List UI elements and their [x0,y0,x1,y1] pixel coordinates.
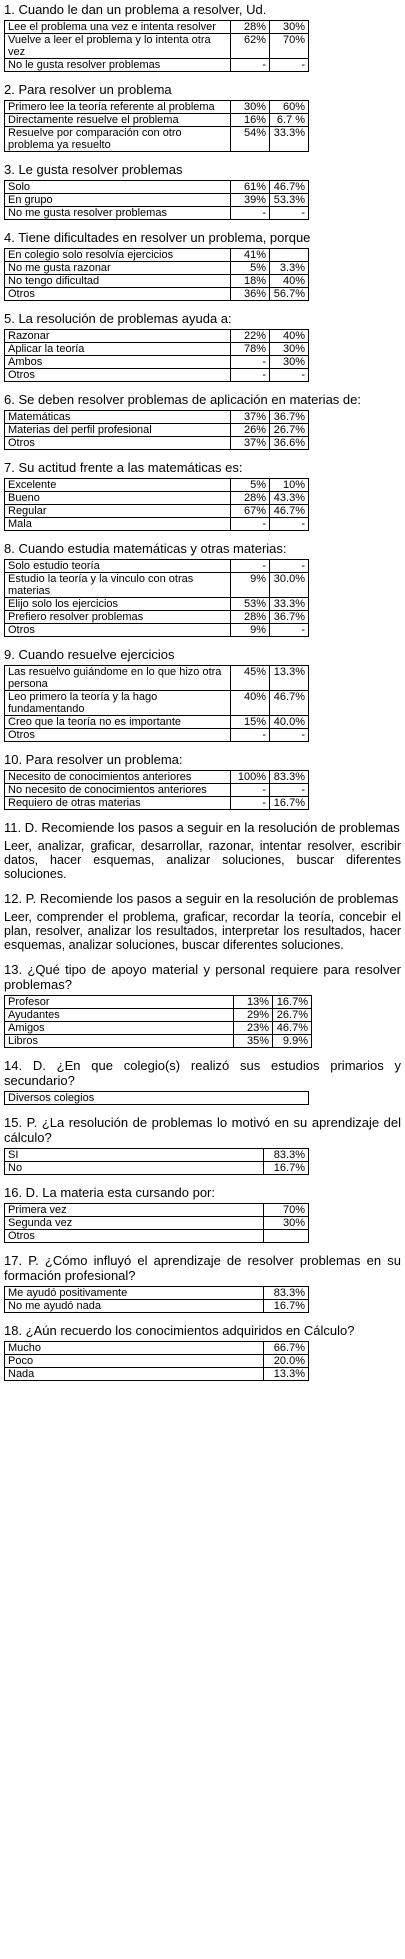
label-cell: Materias del perfil profesional [5,424,231,437]
table-row [5,194,309,207]
table-row [5,505,309,518]
answer-table [4,559,309,637]
table-row [5,114,309,127]
value-cell: 45% [231,666,270,691]
label-cell: Otros [5,437,231,450]
value-cell: 70% [270,34,309,59]
label-cell: Lee el problema una vez e intenta resolver [5,21,231,34]
label-cell: Mucho [5,1342,264,1355]
value-cell: 36.7% [270,411,309,424]
value-cell: 78% [231,343,270,356]
table-row [5,1368,309,1381]
value-cell: - [270,369,309,382]
label-cell: Libros [5,1035,234,1048]
answer-table [4,770,309,810]
value-cell: - [270,624,309,637]
value-cell: 46.7% [273,1022,312,1035]
table-row [5,518,309,531]
table-row [5,784,309,797]
value-cell: 13% [234,996,273,1009]
question-title: 10. Para resolver un problema: [4,752,183,767]
value-cell: - [231,207,270,220]
table-row [5,1287,309,1300]
value-cell: 36% [231,288,270,301]
answer-text: Leer, comprender el problema, graficar, recordar la teoría, concebir el plan, resolver, analizar los resultados, interpretar los resultados, hacer esquemas, analizar soluciones, buscar diferentes soluciones. [4,910,401,952]
value-cell: 39% [231,194,270,207]
label-cell: No le gusta resolver problemas [5,59,231,72]
table-row [5,1230,309,1243]
value-cell: 46.7% [270,691,309,716]
value-cell: 62% [231,34,270,59]
value-cell: 35% [234,1035,273,1048]
value-cell: 36.7% [270,611,309,624]
label-cell: Segunda vez [5,1217,264,1230]
value-cell: 16.7% [270,797,309,810]
table-row [5,716,309,729]
value-cell: 33.3% [270,598,309,611]
table-row [5,598,309,611]
question-10 [4,752,401,810]
value-cell: 18% [231,275,270,288]
label-cell: Otros [5,624,231,637]
table-row [5,611,309,624]
value-cell: - [270,207,309,220]
table-row [5,560,309,573]
table-row [5,21,309,34]
question-9 [4,647,401,742]
label-cell: No necesito de conocimientos anteriores [5,784,231,797]
label-cell: SI [5,1149,264,1162]
label-cell: Requiero de otras materias [5,797,231,810]
value-cell: 83.3% [264,1149,309,1162]
answer-table [4,1091,309,1105]
label-cell: Ambos [5,356,231,369]
question-16 [4,1185,401,1243]
value-cell: 28% [231,492,270,505]
label-cell: Creo que la teoría no es importante [5,716,231,729]
label-cell: Nada [5,1368,264,1381]
question-title: 1. Cuando le dan un problema a resolver, Ud. [4,2,267,17]
question-title: 2. Para resolver un problema [4,82,172,97]
value-cell: 30% [231,101,270,114]
table-row [5,996,312,1009]
value-cell: 33.3% [270,127,309,152]
question-8 [4,541,401,637]
label-cell: Estudio la teoría y la vinculo con otras materias [5,573,231,598]
label-cell: En colegio solo resolvía ejercicios [5,249,231,262]
question-title: 12. P. Recomiende los pasos a seguir en la resolución de problemas [4,891,399,906]
question-title: 17. P. ¿Cómo influyó el aprendizaje de resolver problemas en su formación profesional? [4,1253,401,1283]
value-cell: 56.7% [270,288,309,301]
value-cell: 28% [231,611,270,624]
table-row [5,624,309,637]
label-cell: Me ayudó positivamente [5,1287,264,1300]
value-cell: 60% [270,101,309,114]
label-cell: Directamente resuelve el problema [5,114,231,127]
value-cell: 26.7% [270,424,309,437]
table-row [5,666,309,691]
value-cell: 40.0% [270,716,309,729]
table-row [5,1009,312,1022]
table-row [5,262,309,275]
question-title: 11. D. Recomiende los pasos a seguir en la resolución de problemas [4,820,400,835]
value-cell: 83.3% [270,771,309,784]
table-row [5,207,309,220]
table-row [5,330,309,343]
label-cell: Otros [5,1230,264,1243]
value-cell: 13.3% [270,666,309,691]
value-cell: 15% [231,716,270,729]
answer-text: Leer, analizar, graficar, desarrollar, razonar, intentar resolver, escribir datos, hacer esquemas, analizar soluciones, buscar diferentes soluciones. [4,839,401,881]
label-cell: Razonar [5,330,231,343]
label-cell: Bueno [5,492,231,505]
value-cell: 30% [270,356,309,369]
question-title: 3. Le gusta resolver problemas [4,162,183,177]
label-cell: Excelente [5,479,231,492]
table-row [5,691,309,716]
table-row [5,424,309,437]
question-17 [4,1253,401,1313]
value-cell: 40% [270,275,309,288]
value-cell: - [231,797,270,810]
value-cell: 30% [270,343,309,356]
value-cell: - [270,560,309,573]
label-cell: Solo [5,181,231,194]
table-row [5,492,309,505]
table-row [5,1022,312,1035]
answer-table [4,478,309,531]
question-title: 8. Cuando estudia matemáticas y otras materias: [4,541,287,556]
table-row [5,1204,309,1217]
question-18 [4,1323,401,1381]
answer-table [4,1286,309,1313]
value-cell: 67% [231,505,270,518]
label-cell: Otros [5,369,231,382]
value-cell: 40% [231,691,270,716]
value-cell: 5% [231,262,270,275]
value-cell: 37% [231,411,270,424]
question-12 [4,891,401,952]
value-cell: - [231,356,270,369]
value-cell: - [270,784,309,797]
value-cell: 100% [231,771,270,784]
label-cell: No me ayudó nada [5,1300,264,1313]
value-cell [264,1230,309,1243]
value-cell: - [231,518,270,531]
label-cell: No tengo dificultad [5,275,231,288]
table-row [5,249,309,262]
value-cell: - [231,59,270,72]
value-cell: 9.9% [273,1035,312,1048]
question-title: 7. Su actitud frente a las matemáticas es: [4,460,243,475]
table-row [5,127,309,152]
value-cell: 29% [234,1009,273,1022]
answer-table [4,1341,309,1381]
label-cell: Otros [5,729,231,742]
question-4 [4,230,401,301]
answer-table [4,1148,309,1175]
value-cell: 54% [231,127,270,152]
label-cell: Las resuelvo guiándome en lo que hizo otra persona [5,666,231,691]
label-cell: Primero lee la teoría referente al problema [5,101,231,114]
label-cell: Mala [5,518,231,531]
label-cell: Prefiero resolver problemas [5,611,231,624]
value-cell: 37% [231,437,270,450]
value-cell: 9% [231,624,270,637]
label-cell: Ayudantes [5,1009,234,1022]
value-cell: 83.3% [264,1287,309,1300]
value-cell: 61% [231,181,270,194]
value-cell: 5% [231,479,270,492]
question-14 [4,1058,401,1105]
answer-table [4,410,309,450]
question-title: 6. Se deben resolver problemas de aplicación en materias de: [4,392,361,407]
table-row [5,797,309,810]
question-title: 5. La resolución de problemas ayuda a: [4,311,232,326]
value-cell: 16.7% [273,996,312,1009]
label-cell: Vuelve a leer el problema y lo intenta otra vez [5,34,231,59]
value-cell: - [270,59,309,72]
value-cell: 53.3% [270,194,309,207]
question-title: 16. D. La materia esta cursando por: [4,1185,216,1200]
questions-1-10 [4,2,401,810]
value-cell: - [231,369,270,382]
table-row [5,34,309,59]
label-cell: Resuelve por comparación con otro problema ya resuelto [5,127,231,152]
answer-table [4,248,309,301]
value-cell: 13.3% [264,1368,309,1381]
question-title: 9. Cuando resuelve ejercicios [4,647,175,662]
question-2 [4,82,401,152]
question-15 [4,1115,401,1175]
value-cell: 16.7% [264,1162,309,1175]
table-row [5,479,309,492]
value-cell: 66.7% [264,1342,309,1355]
question-7 [4,460,401,531]
label-cell: Leo primero la teoría y la hago fundamentando [5,691,231,716]
value-cell: 6.7 % [270,114,309,127]
question-6 [4,392,401,450]
label-cell: Solo estudio teoría [5,560,231,573]
label-cell: Regular [5,505,231,518]
question-title: 14. D. ¿En que colegio(s) realizó sus estudios primarios y secundario? [4,1058,401,1088]
value-cell: 46.7% [270,181,309,194]
value-cell: 22% [231,330,270,343]
value-cell: 23% [234,1022,273,1035]
label-cell: Profesor [5,996,234,1009]
value-cell: 3.3% [270,262,309,275]
value-cell: 30% [264,1217,309,1230]
answer-table [4,665,309,742]
label-cell: Matemáticas [5,411,231,424]
value-cell: 9% [231,573,270,598]
table-row [5,771,309,784]
table-row [5,369,309,382]
label-cell: No me gusta resolver problemas [5,207,231,220]
table-row [5,1355,309,1368]
label-cell: Primera vez [5,1204,264,1217]
value-cell: 30% [270,21,309,34]
label-cell: Amigos [5,1022,234,1035]
label-cell: No me gusta razonar [5,262,231,275]
table-row [5,729,309,742]
value-cell: 43.3% [270,492,309,505]
table-row [5,101,309,114]
value-cell: - [231,560,270,573]
label-cell: Poco [5,1355,264,1368]
table-row [5,1217,309,1230]
question-title: 4. Tiene dificultades en resolver un problema, porque [4,230,311,245]
value-cell: 20.0% [264,1355,309,1368]
table-row [5,1149,309,1162]
question-13 [4,962,401,1048]
value-cell: 41% [231,249,270,262]
table-row [5,1092,309,1105]
value-cell: 10% [270,479,309,492]
value-cell: 16.7% [264,1300,309,1313]
answer-table [4,180,309,220]
label-cell: Necesito de conocimientos anteriores [5,771,231,784]
question-5 [4,311,401,382]
label-cell: En grupo [5,194,231,207]
answer-table [4,20,309,72]
table-row [5,573,309,598]
table-row [5,1300,309,1313]
value-cell: 40% [270,330,309,343]
label-cell: No [5,1162,264,1175]
table-row [5,1035,312,1048]
answer-table [4,100,309,152]
table-row [5,1342,309,1355]
table-row [5,411,309,424]
value-cell: 26% [231,424,270,437]
value-cell: 46.7% [270,505,309,518]
table-row [5,1162,309,1175]
value-cell: 36.6% [270,437,309,450]
value-cell: - [231,729,270,742]
value-cell: - [270,729,309,742]
question-3 [4,162,401,220]
table-row [5,356,309,369]
question-title: 15. P. ¿La resolución de problemas lo motivó en su aprendizaje del cálculo? [4,1115,401,1145]
label-cell: Elijo solo los ejercicios [5,598,231,611]
question-1 [4,2,401,72]
value-cell [270,249,309,262]
answer-cell: Diversos colegios [5,1092,309,1105]
answer-table [4,1203,309,1243]
value-cell: 26.7% [273,1009,312,1022]
table-row [5,343,309,356]
table-row [5,288,309,301]
answer-table [4,995,312,1048]
label-cell: Otros [5,288,231,301]
value-cell: 28% [231,21,270,34]
value-cell: 30.0% [270,573,309,598]
value-cell: - [270,518,309,531]
table-row [5,437,309,450]
table-row [5,59,309,72]
question-title: 18. ¿Aún recuerdo los conocimientos adquiridos en Cálculo? [4,1323,355,1338]
answer-table [4,329,309,382]
table-row [5,181,309,194]
table-row [5,275,309,288]
value-cell: 16% [231,114,270,127]
label-cell: Aplicar la teoría [5,343,231,356]
question-title: 13. ¿Qué tipo de apoyo material y personal requiere para resolver problemas? [4,962,401,992]
value-cell: 70% [264,1204,309,1217]
value-cell: 53% [231,598,270,611]
question-11 [4,820,401,881]
value-cell: - [231,784,270,797]
